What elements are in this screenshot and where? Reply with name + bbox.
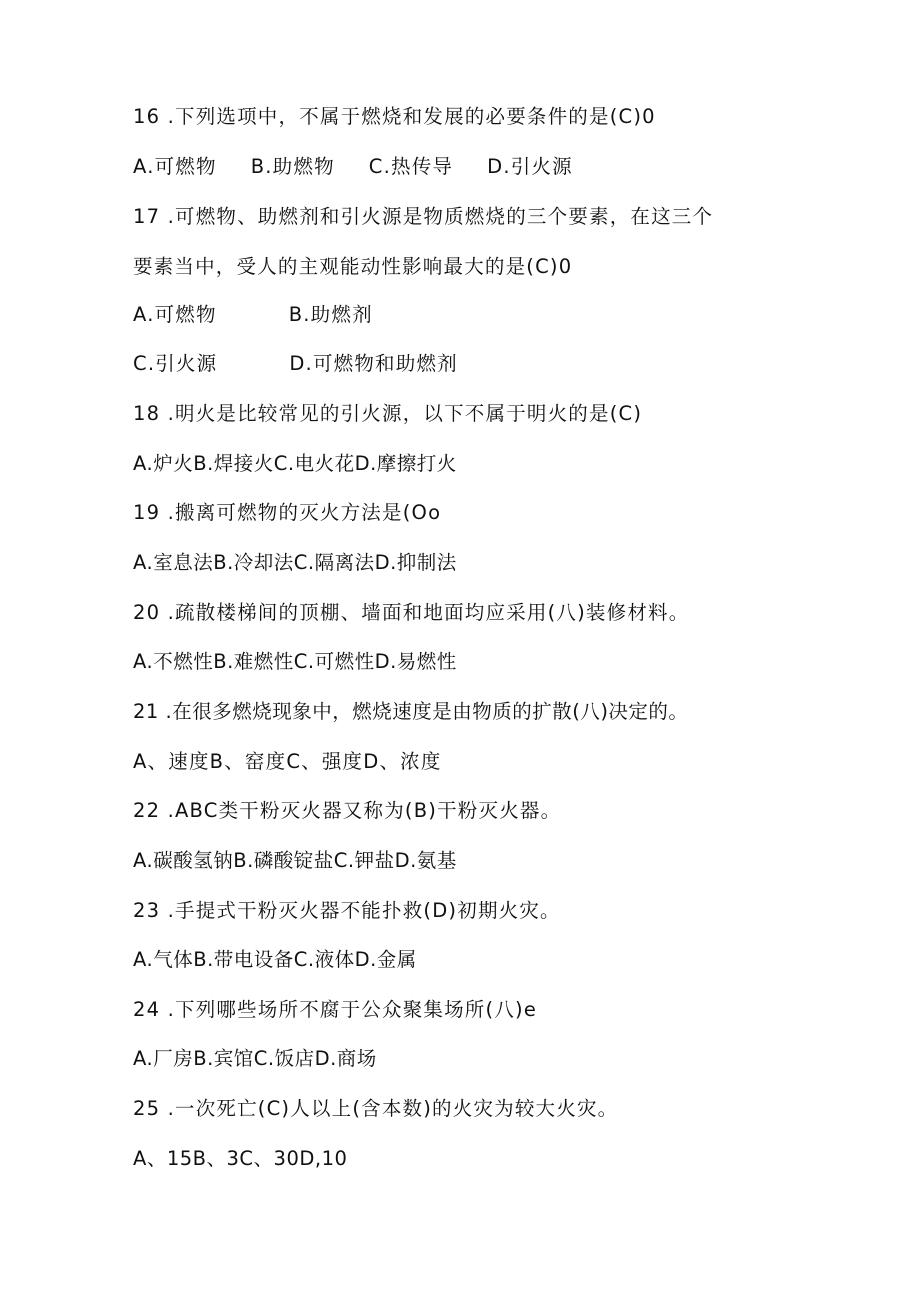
question-19-options: A.室息法B.冷却法C.隔离法D.抑制法 — [133, 551, 457, 574]
question-25-stem: 25 .一次死亡(C)人以上(含本数)的火灾为较大火灾。 — [133, 1097, 619, 1120]
question-17-options-line-2 — [133, 351, 458, 377]
question-17-stem-line-2: 要素当中，受人的主观能动性影响最大的是(C)0 — [133, 255, 573, 278]
option-c: C.热传导 — [368, 155, 454, 178]
option-b: B.助燃物 — [250, 155, 335, 178]
question-24-options: A.厂房B.宾馆C.饭店D.商场 — [133, 1047, 377, 1070]
question-16-stem: 16 .下列选项中，不属于燃烧和发展的必要条件的是(C)0 — [133, 105, 656, 128]
question-17-options-line-1 — [133, 302, 373, 328]
question-18-options: A.炉火B.焊接火C.电火花D.摩擦打火 — [133, 452, 457, 475]
question-25-options: A、15B、3C、30D,10 — [133, 1147, 348, 1170]
question-16-options — [133, 154, 573, 180]
option-c: C.引火源 — [133, 352, 218, 375]
question-23-stem: 23 .手提式干粉灭火器不能扑救(D)初期火灾。 — [133, 899, 561, 922]
question-20-stem: 20 .疏散楼梯间的顶棚、墙面和地面均应采用(八)装修材料。 — [133, 601, 690, 624]
option-a: A.可燃物 — [133, 303, 217, 326]
question-19-stem: 19 .搬离可燃物的灭火方法是(Oo — [133, 501, 442, 524]
option-d: D.可燃物和助燃剂 — [289, 352, 458, 375]
question-21-options: A、速度B、窑度C、强度D、浓度 — [133, 750, 442, 773]
question-20-options: A.不燃性B.难燃性C.可燃性D.易燃性 — [133, 650, 457, 673]
question-18-stem: 18 .明火是比较常见的引火源，以下不属于明火的是(C) — [133, 402, 643, 425]
question-21-stem: 21 .在很多燃烧现象中，燃烧速度是由物质的扩散(八)决定的。 — [133, 700, 689, 723]
question-22-stem: 22 .ABC类干粉灭火器又称为(B)干粉灭火器。 — [133, 799, 562, 822]
option-b: B.助燃剂 — [288, 303, 373, 326]
option-d: D.引火源 — [487, 155, 573, 178]
question-17-stem-line-1: 17 .可燃物、助燃剂和引火源是物质燃烧的三个要素，在这三个 — [133, 205, 714, 228]
question-24-stem: 24 .下列哪些场所不腐于公众聚集场所(八)e — [133, 998, 538, 1021]
question-22-options: A.碳酸氢钠B.磷酸锭盐C.钾盐D.氨基 — [133, 849, 457, 872]
option-a: A.可燃物 — [133, 155, 217, 178]
question-23-options: A.气体B.带电设备C.液体D.金属 — [133, 948, 417, 971]
